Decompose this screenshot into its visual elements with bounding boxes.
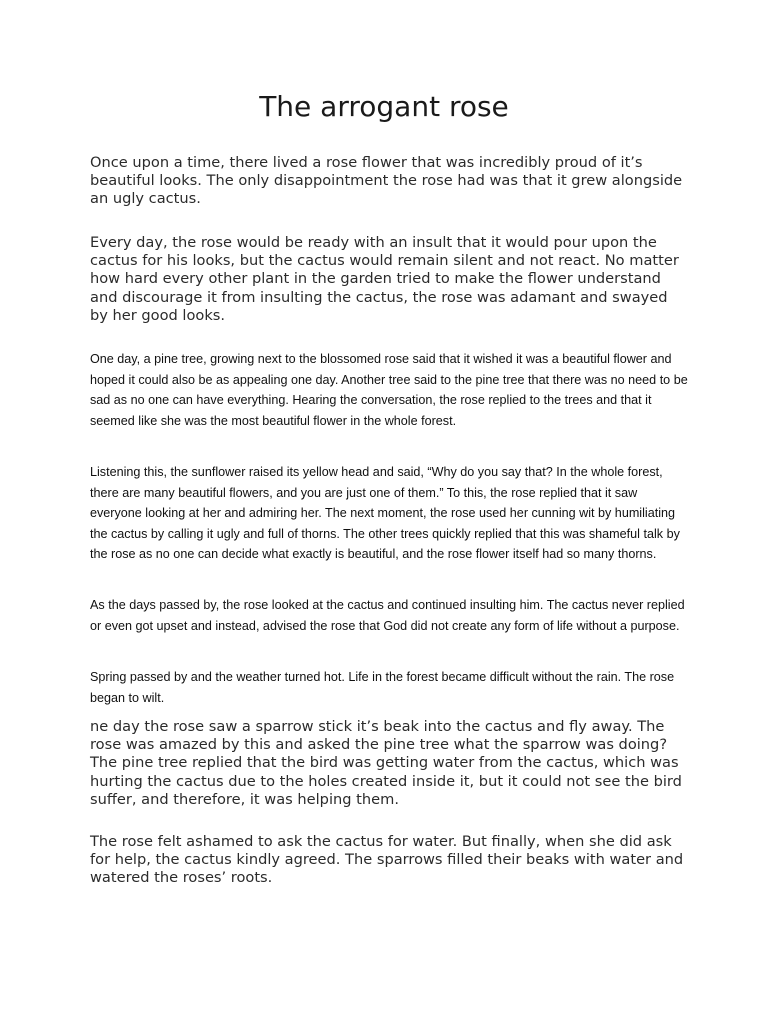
page-title: The arrogant rose [259,90,509,123]
paragraph-7: ne day the rose saw a sparrow stick it’s beak into the cactus and fly away. The rose was amazed by this and asked the pine tree what the sparrow was doing? The pine tree replied that the bird was getting water from the cactus, which was hurting the cactus due to the holes created inside it, but it could not see the bird suffer, and therefore, it was helping them. [90,718,682,808]
paragraph-1: Once upon a time, there lived a rose flower that was incredibly proud of it’s beautiful looks. The only disappointment the rose had was that it grew alongside an ugly cactus. [90,154,683,208]
paragraph-2: Every day, the rose would be ready with an insult that it would pour upon the cactus for his looks, but the cactus would remain silent and not react. No matter how hard every other plant in the garden tried to make the flower understand and discourage it from insulting the cactus, the rose was adamant and swayed by her good looks. [90,234,679,324]
paragraph-4: Listening this, the sunflower raised its yellow head and said, “Why do you say that? In the whole forest, there are many beautiful flowers, and you are just one of them.” To this, the rose replied that it saw everyone looking at her and admiring her. The next moment, the rose used her cunning wit by humiliating the cactus by calling it ugly and full of thorns. The other trees quickly replied that this was shameful talk by the rose as no one can decide what exactly is beautiful, and the rose flower itself had so many thorns. [90,465,680,562]
paragraph-3: One day, a pine tree, growing next to the blossomed rose said that it wished it was a beautiful flower and hoped it could also be as appealing one day. Another tree said to the pine tree that there was no need to be sad as no one can have everything. Hearing the conversation, the rose replied to the trees and that it seemed like she was the most beautiful flower in the whole forest. [90,352,688,428]
paragraph-6: Spring passed by and the weather turned hot. Life in the forest became difficult without the rain. The rose began to wilt. [90,670,675,705]
paragraph-8: The rose felt ashamed to ask the cactus for water. But finally, when she did ask for help, the cactus kindly agreed. The sparrows filled their beaks with water and watered the roses’ roots. [90,833,684,887]
paragraph-5: As the days passed by, the rose looked at the cactus and continued insulting him. The cactus never replied or even got upset and instead, advised the rose that God did not create any form of life without a purpose. [90,598,685,633]
